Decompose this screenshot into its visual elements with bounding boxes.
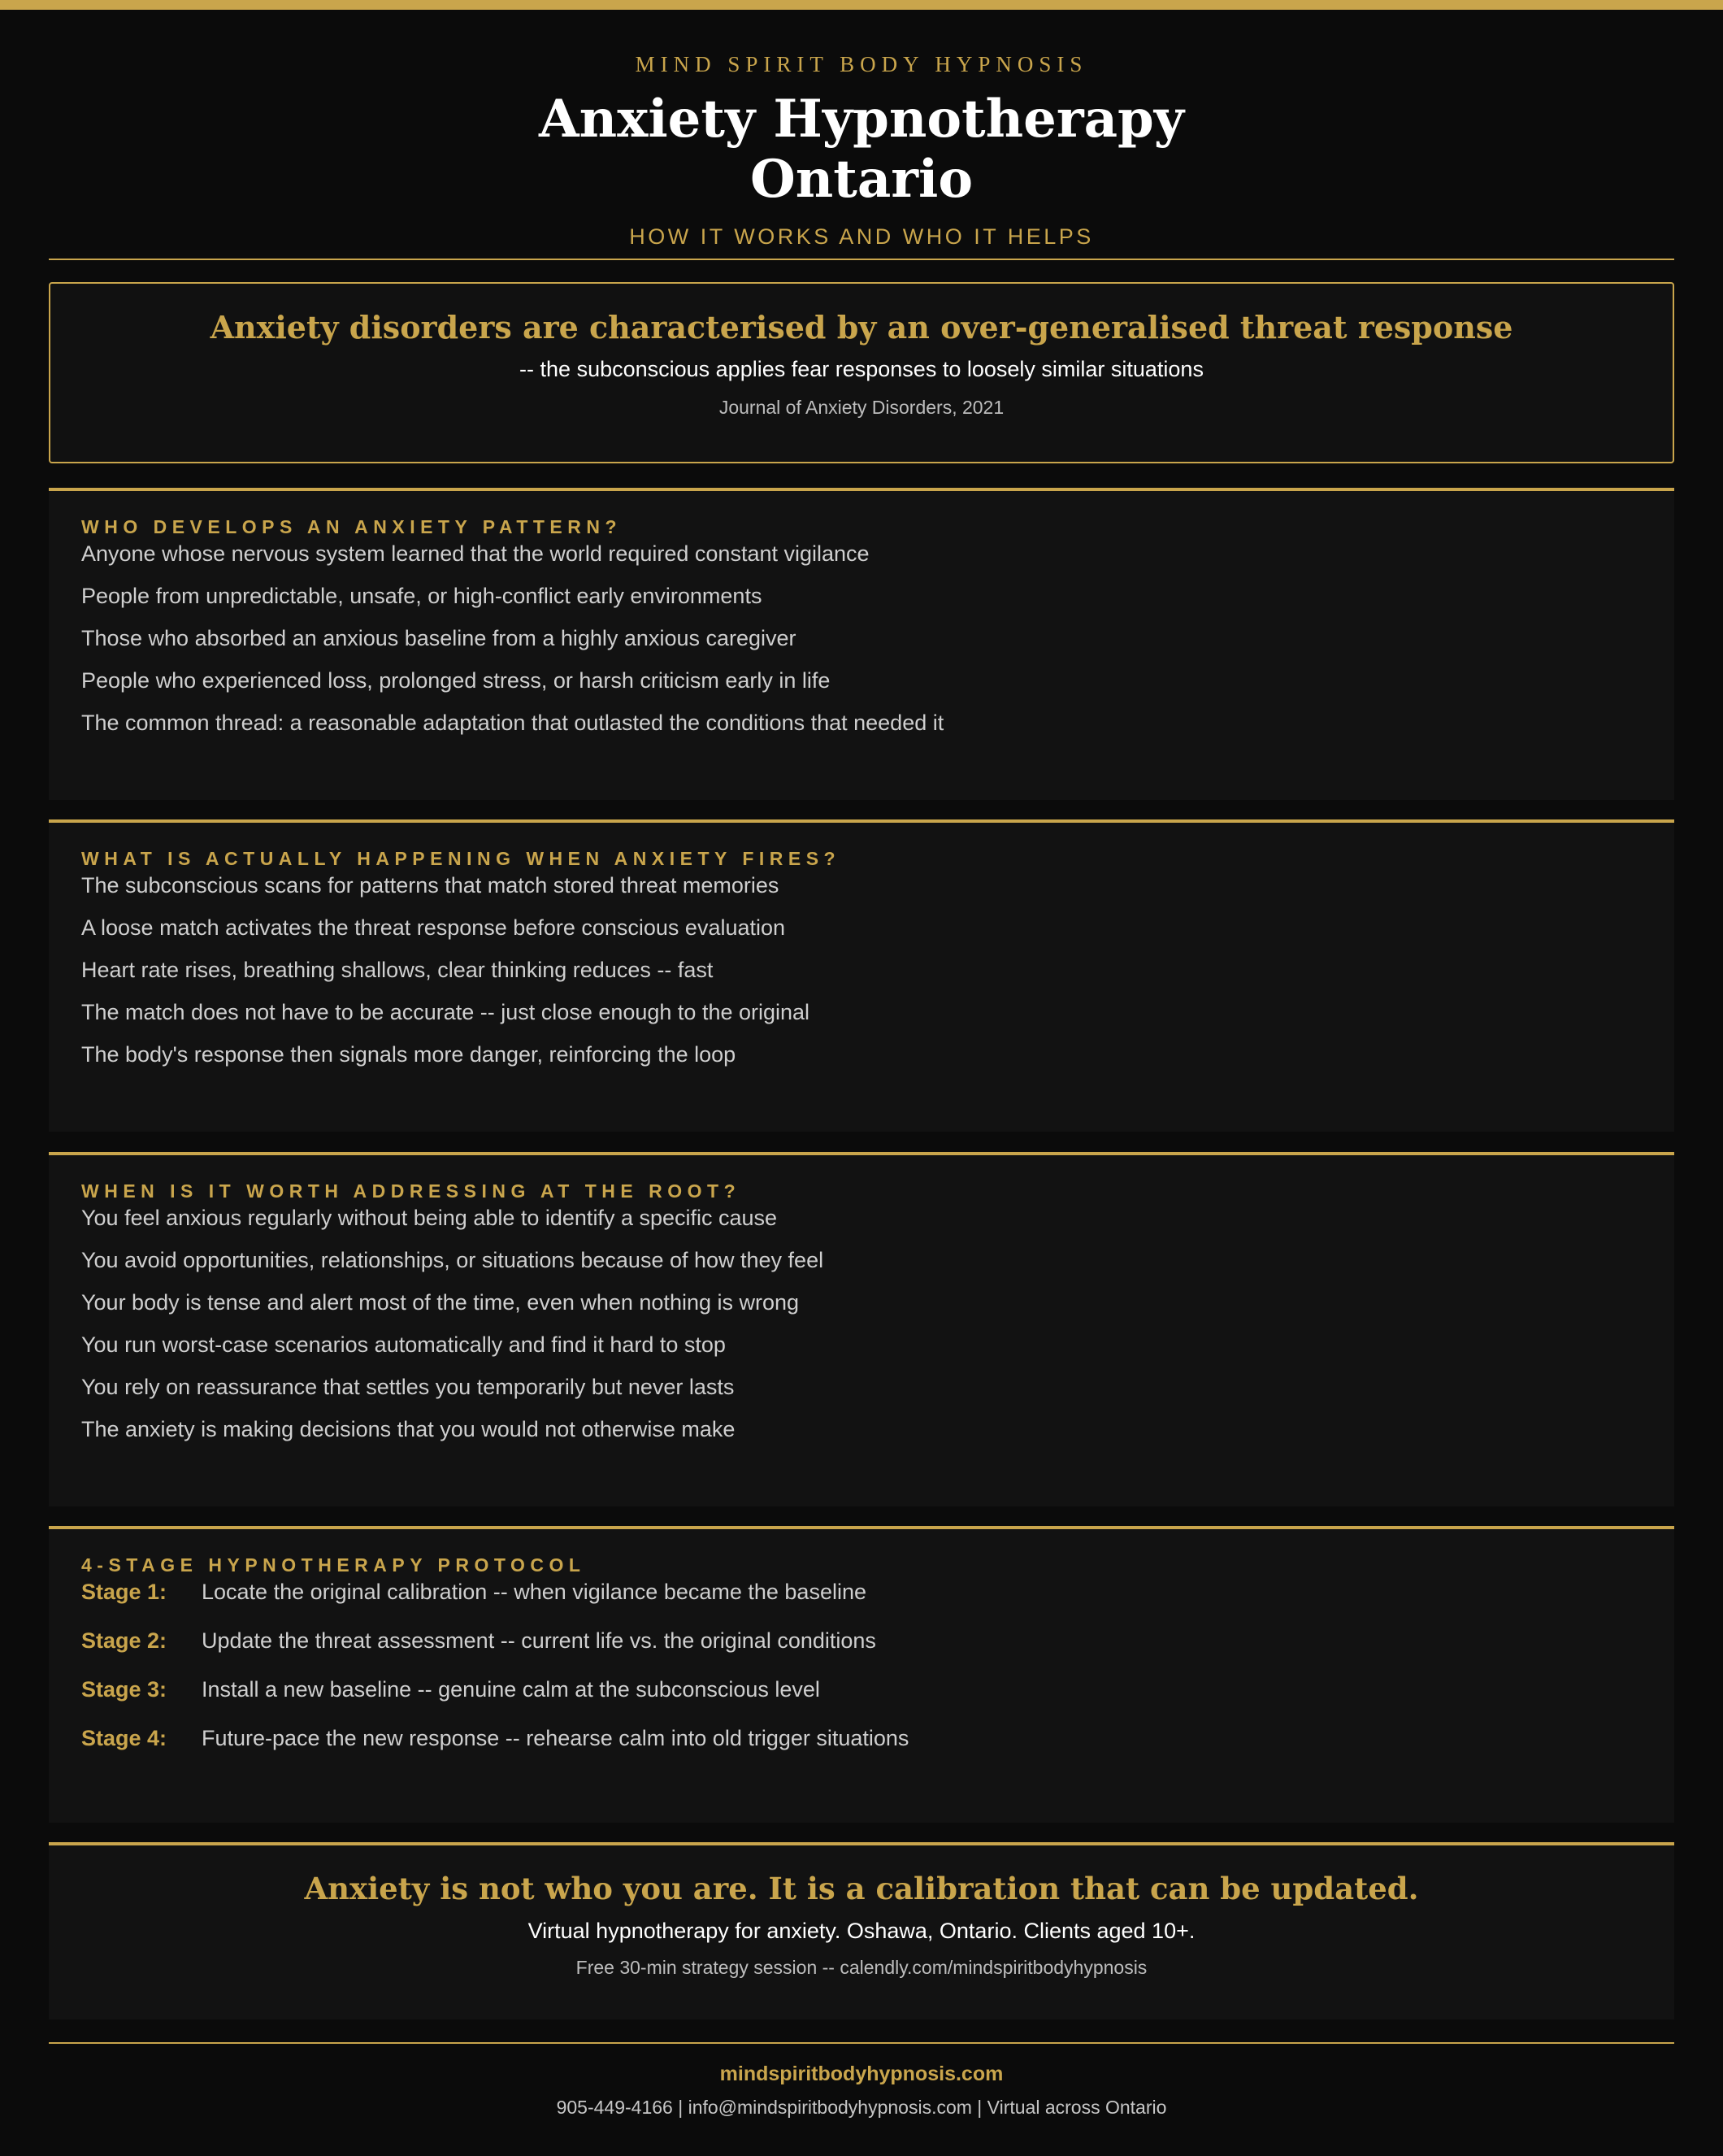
stage-text: Install a new baseline -- genuine calm at the subconscious level xyxy=(202,1677,820,1702)
footer-contact-info: 905-449-4166 | info@mindspiritbodyhypnosis.com | Virtual across Ontario xyxy=(556,2097,1167,2118)
protocol-stage xyxy=(81,1676,1642,1703)
list-item: You avoid opportunities, relationships, or situations because of how they feel xyxy=(81,1248,824,1272)
quote-source: Journal of Anxiety Disorders, 2021 xyxy=(718,397,1005,418)
cta-heading: Anxiety is not who you are. It is a calibration that can be updated. xyxy=(304,1871,1419,1906)
protocol-stage xyxy=(81,1627,1642,1654)
section-protocol xyxy=(49,1526,1674,1823)
brand-name: MIND SPIRIT BODY HYPNOSIS xyxy=(635,52,1088,76)
footer-website-link[interactable]: mindspiritbodyhypnosis.com xyxy=(719,2063,1004,2085)
list-item: The common thread: a reasonable adaptation that outlasted the conditions that needed it xyxy=(81,711,944,735)
list-item: The subconscious scans for patterns that match stored threat memories xyxy=(81,873,779,898)
stage-text: Update the threat assessment -- current life vs. the original conditions xyxy=(202,1628,876,1653)
list-item: People who experienced loss, prolonged stress, or harsh criticism early in life xyxy=(81,668,831,693)
stage-label: Stage 2: xyxy=(81,1628,167,1653)
protocol-stage xyxy=(81,1578,1642,1606)
list-item: Anyone whose nervous system learned that the world required constant vigilance xyxy=(81,541,870,566)
cta-line: Virtual hypnotherapy for anxiety. Oshawa, Ontario. Clients aged 10+. xyxy=(527,1919,1196,1943)
section-heading: WHO DEVELOPS AN ANXIETY PATTERN? xyxy=(81,516,623,537)
footer-divider xyxy=(49,2042,1674,2044)
section-what-happens xyxy=(49,819,1674,1132)
top-accent-bar xyxy=(0,0,1723,10)
call-to-action-box xyxy=(49,1842,1674,2019)
list-item: Heart rate rises, breathing shallows, clear thinking reduces -- fast xyxy=(81,958,714,982)
list-item: The match does not have to be accurate -- just close enough to the original xyxy=(81,1000,810,1024)
list-item: Those who absorbed an anxious baseline from a highly anxious caregiver xyxy=(81,626,796,650)
list-item: You run worst-case scenarios automatically and find it hard to stop xyxy=(81,1332,726,1357)
stage-label: Stage 1: xyxy=(81,1580,167,1604)
quote-heading: Anxiety disorders are characterised by an over-generalised threat response xyxy=(210,309,1513,346)
section-when-worth-addressing xyxy=(49,1152,1674,1506)
footer xyxy=(0,2062,1723,2119)
header xyxy=(0,10,1723,250)
list-item: People from unpredictable, unsafe, or high-conflict early environments xyxy=(81,584,762,608)
list-item: Your body is tense and alert most of the time, even when nothing is wrong xyxy=(81,1290,800,1315)
list-item: You feel anxious regularly without being able to identify a specific cause xyxy=(81,1206,778,1230)
page-subtitle: HOW IT WORKS AND WHO IT HELPS xyxy=(629,224,1094,249)
section-who-develops xyxy=(49,488,1674,800)
section-heading: WHAT IS ACTUALLY HAPPENING WHEN ANXIETY FIRES? xyxy=(81,848,841,869)
page-title: Anxiety Hypnotherapy Ontario xyxy=(539,89,1184,210)
section-heading: WHEN IS IT WORTH ADDRESSING AT THE ROOT? xyxy=(81,1180,741,1202)
cta-booking-link[interactable]: Free 30-min strategy session -- calendly.com/mindspiritbodyhypnosis xyxy=(575,1957,1148,1978)
stage-label: Stage 3: xyxy=(81,1677,167,1702)
stage-text: Future-pace the new response -- rehearse calm into old trigger situations xyxy=(202,1726,909,1750)
protocol-stage xyxy=(81,1724,1642,1752)
list-item: The anxiety is making decisions that you would not otherwise make xyxy=(81,1417,736,1441)
list-item: You rely on reassurance that settles you temporarily but never lasts xyxy=(81,1375,735,1399)
stage-label: Stage 4: xyxy=(81,1726,167,1750)
research-quote-box xyxy=(49,282,1674,463)
section-heading: 4-STAGE HYPNOTHERAPY PROTOCOL xyxy=(81,1554,586,1576)
header-divider xyxy=(49,259,1674,260)
list-item: A loose match activates the threat response before conscious evaluation xyxy=(81,915,786,940)
quote-line: -- the subconscious applies fear responses to loosely similar situations xyxy=(519,357,1204,381)
list-item: The body's response then signals more danger, reinforcing the loop xyxy=(81,1042,736,1067)
stage-text: Locate the original calibration -- when vigilance became the baseline xyxy=(202,1580,866,1604)
